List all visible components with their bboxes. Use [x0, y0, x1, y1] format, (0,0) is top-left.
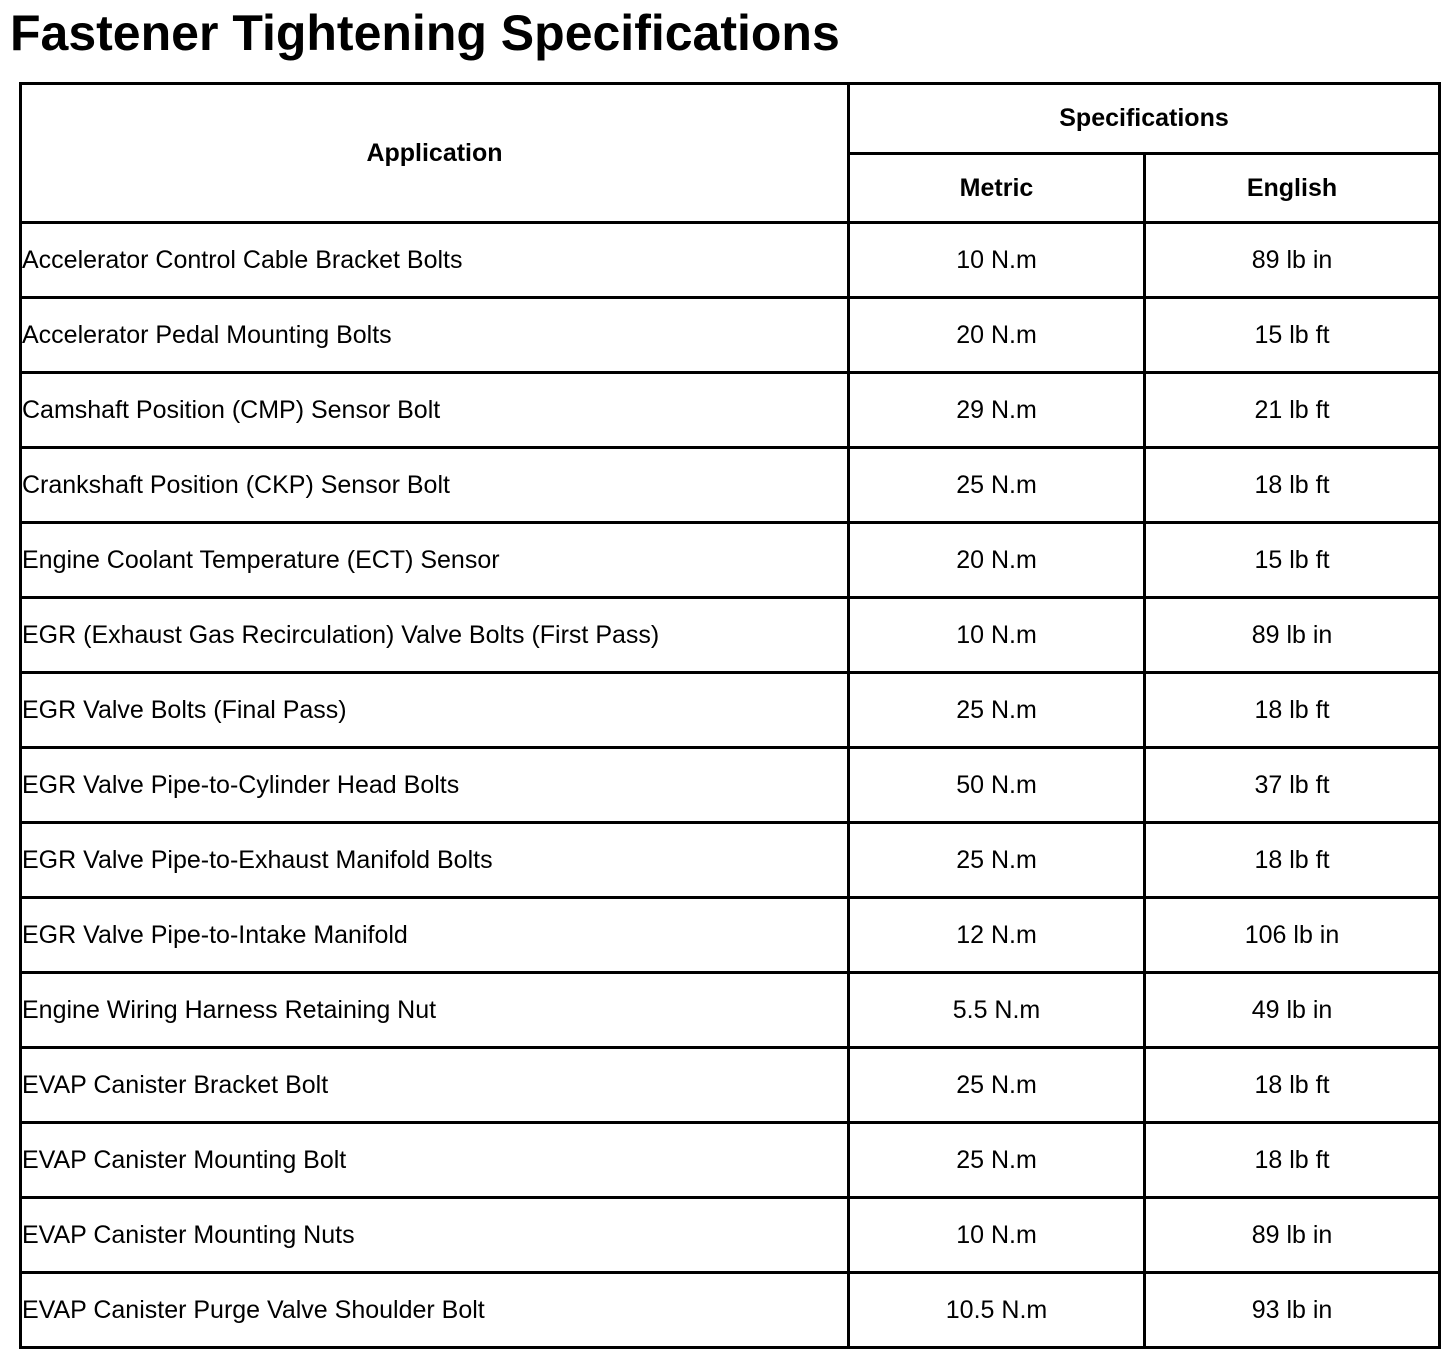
english-value-cell: 18 lb ft: [1145, 1048, 1440, 1123]
english-value-cell: 15 lb ft: [1145, 523, 1440, 598]
english-value-cell: 18 lb ft: [1145, 673, 1440, 748]
english-value-cell: 15 lb ft: [1145, 298, 1440, 373]
application-cell: EGR Valve Pipe-to-Cylinder Head Bolts: [21, 748, 849, 823]
metric-value-cell: 10.5 N.m: [849, 1273, 1145, 1348]
metric-value-cell: 25 N.m: [849, 823, 1145, 898]
metric-value-cell: 20 N.m: [849, 523, 1145, 598]
table-row: [21, 1198, 1440, 1273]
header-row-top: [21, 84, 1440, 154]
metric-value-cell: 29 N.m: [849, 373, 1145, 448]
application-cell: Crankshaft Position (CKP) Sensor Bolt: [21, 448, 849, 523]
table-row: [21, 1123, 1440, 1198]
application-cell: Accelerator Pedal Mounting Bolts: [21, 298, 849, 373]
metric-value-cell: 12 N.m: [849, 898, 1145, 973]
application-cell: EVAP Canister Mounting Nuts: [21, 1198, 849, 1273]
application-cell: EGR Valve Pipe-to-Intake Manifold: [21, 898, 849, 973]
english-column-header: English: [1145, 154, 1440, 223]
metric-value-cell: 10 N.m: [849, 1198, 1145, 1273]
english-value-cell: 93 lb in: [1145, 1273, 1440, 1348]
english-value-cell: 106 lb in: [1145, 898, 1440, 973]
application-column-header: Application: [21, 84, 849, 223]
table-row: [21, 598, 1440, 673]
english-value-cell: 18 lb ft: [1145, 448, 1440, 523]
application-cell: EVAP Canister Bracket Bolt: [21, 1048, 849, 1123]
application-cell: EVAP Canister Purge Valve Shoulder Bolt: [21, 1273, 849, 1348]
metric-value-cell: 25 N.m: [849, 1048, 1145, 1123]
application-cell: Accelerator Control Cable Bracket Bolts: [21, 223, 849, 298]
table-row: [21, 823, 1440, 898]
application-cell: Engine Wiring Harness Retaining Nut: [21, 973, 849, 1048]
english-value-cell: 49 lb in: [1145, 973, 1440, 1048]
english-value-cell: 89 lb in: [1145, 598, 1440, 673]
table-row: [21, 223, 1440, 298]
table-row: [21, 673, 1440, 748]
application-cell: EVAP Canister Mounting Bolt: [21, 1123, 849, 1198]
table-row: [21, 373, 1440, 448]
table-row: [21, 523, 1440, 598]
english-value-cell: 89 lb in: [1145, 1198, 1440, 1273]
table-row: [21, 448, 1440, 523]
application-cell: EGR Valve Pipe-to-Exhaust Manifold Bolts: [21, 823, 849, 898]
table-row: [21, 748, 1440, 823]
metric-column-header: Metric: [849, 154, 1145, 223]
metric-value-cell: 20 N.m: [849, 298, 1145, 373]
english-value-cell: 18 lb ft: [1145, 823, 1440, 898]
metric-value-cell: 25 N.m: [849, 448, 1145, 523]
specifications-column-header: Specifications: [849, 84, 1440, 154]
metric-value-cell: 5.5 N.m: [849, 973, 1145, 1048]
metric-value-cell: 50 N.m: [849, 748, 1145, 823]
english-value-cell: 18 lb ft: [1145, 1123, 1440, 1198]
application-cell: EGR (Exhaust Gas Recirculation) Valve Bolts (First Pass): [21, 598, 849, 673]
page-title: Fastener Tightening Specifications: [10, 5, 840, 61]
table-row: [21, 898, 1440, 973]
table-body: [21, 223, 1440, 1348]
metric-value-cell: 10 N.m: [849, 598, 1145, 673]
english-value-cell: 37 lb ft: [1145, 748, 1440, 823]
table-row: [21, 1048, 1440, 1123]
table-row: [21, 298, 1440, 373]
table-header: [21, 84, 1440, 223]
metric-value-cell: 10 N.m: [849, 223, 1145, 298]
table-row: [21, 1273, 1440, 1348]
english-value-cell: 21 lb ft: [1145, 373, 1440, 448]
application-cell: Engine Coolant Temperature (ECT) Sensor: [21, 523, 849, 598]
table-row: [21, 973, 1440, 1048]
english-value-cell: 89 lb in: [1145, 223, 1440, 298]
application-cell: EGR Valve Bolts (Final Pass): [21, 673, 849, 748]
specifications-table: [19, 82, 1441, 1349]
metric-value-cell: 25 N.m: [849, 1123, 1145, 1198]
application-cell: Camshaft Position (CMP) Sensor Bolt: [21, 373, 849, 448]
metric-value-cell: 25 N.m: [849, 673, 1145, 748]
